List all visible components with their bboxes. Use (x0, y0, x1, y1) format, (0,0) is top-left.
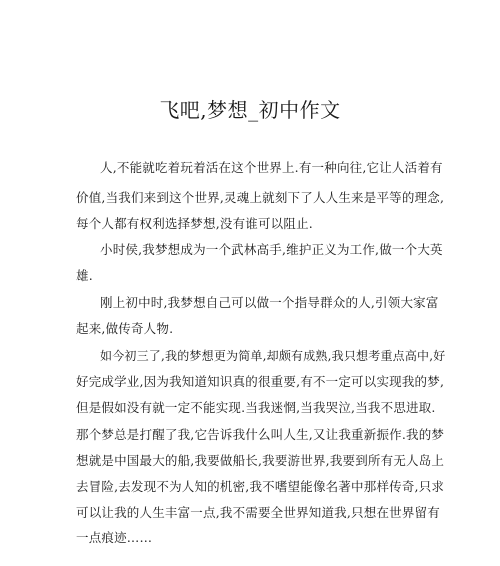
body-line: 如今初三了,我的梦想更为简单,却颇有成熟,我只想考重点高中,好 (100, 349, 446, 363)
body-line: 想就是中国最大的船,我要做船长,我要游世界,我要到所有无人岛上 (76, 453, 445, 468)
body-line: 起来,做传奇人物. (76, 321, 174, 336)
body-line: 那个梦总是打醒了我,它告诉我什么叫人生,又让我重新振作.我的梦 (76, 427, 445, 442)
body-line: 价值,当我们来到这个世界,灵魂上就刻下了人人生来是平等的理念, (76, 190, 445, 205)
body-line: 去冒险,去发现不为人知的机密,我不嗜望能像名著中那样传奇,只求 (76, 479, 445, 494)
body-line: 可以让我的人生丰富一点,我不需要全世界知道我,只想在世界留有 (76, 505, 440, 520)
page-title: 飞吧,梦想_初中作文 (159, 98, 341, 122)
body-line: 但是假如没有就一定不能实现.当我迷惘,当我哭泣,当我不思进取. (76, 400, 436, 415)
body-line: 好完成学业,因为我知道知识真的很重要,有不一定可以实现我的梦, (76, 374, 445, 389)
body-line: 雄. (76, 268, 93, 283)
body-line: 人,不能就吃着玩着活在这个世界上.有一种向往,它让人活着有 (100, 160, 443, 175)
body-line: 一点痕迹…… (76, 530, 153, 545)
body-line: 每个人都有权利选择梦想,没有谁可以阻止. (76, 216, 313, 231)
body-line: 小时侯,我梦想成为一个武林高手,维护正义为工作,做一个大英 (100, 242, 443, 257)
body-line: 刚上初中时,我梦想自己可以做一个指导群众的人,引领大家富 (100, 295, 439, 310)
